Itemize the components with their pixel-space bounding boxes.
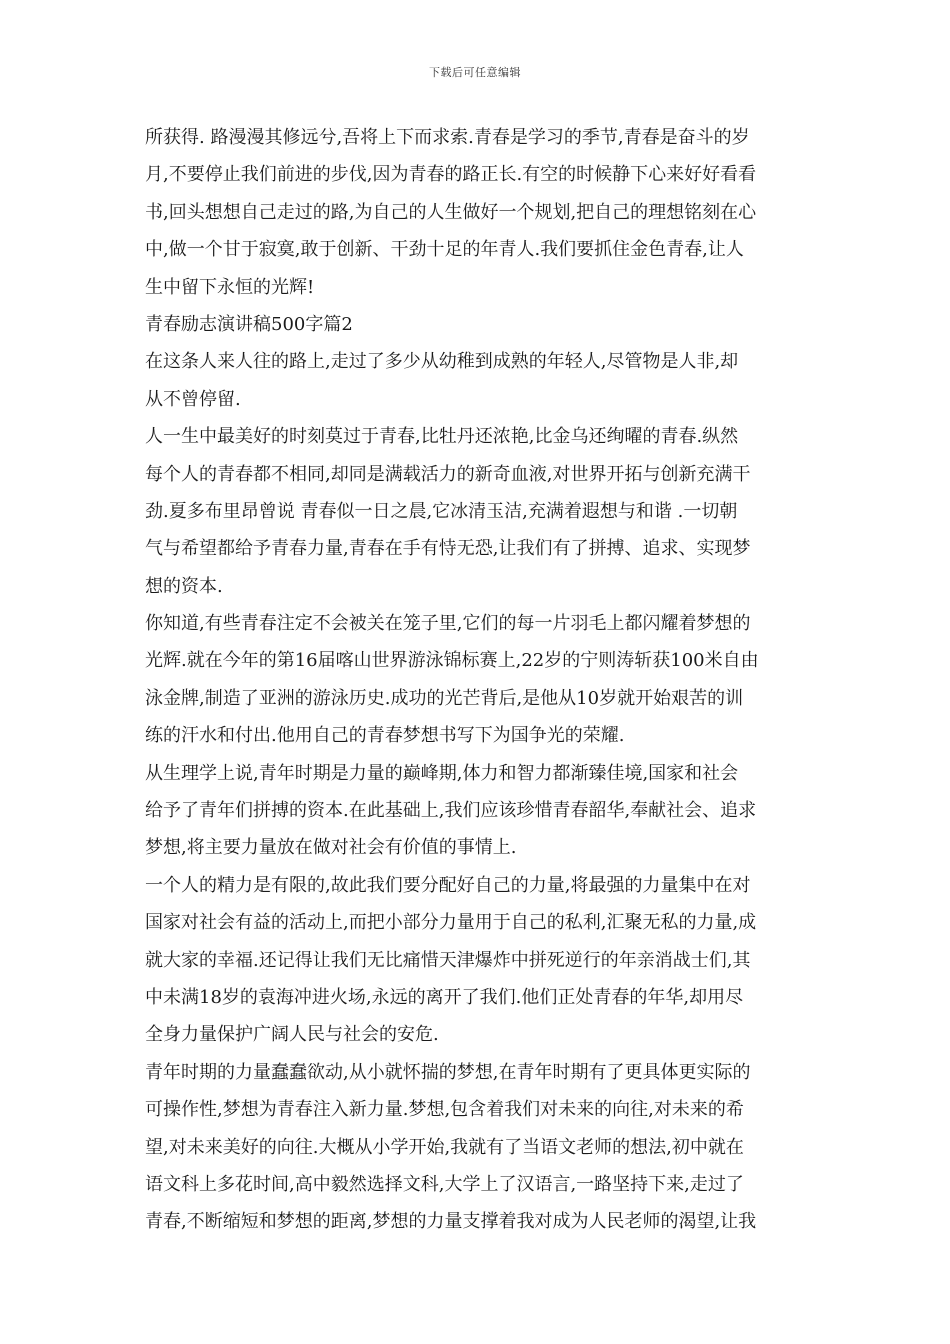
text-line: 所获得. 路漫漫其修远兮,吾将上下而求索.青春是学习的季节,青春是奋斗的岁: [145, 127, 750, 148]
text-line: 就大家的幸福.还记得让我们无比痛惜天津爆炸中拼死逆行的年亲消战士们,其: [145, 949, 751, 971]
text-line: 气与希望都给予青春力量,青春在手有恃无恐,让我们有了拼搏、追求、实现梦: [145, 538, 751, 560]
text-line: 可操作性,梦想为青春注入新力量.梦想,包含着我们对未来的向往,对未来的希: [145, 1099, 744, 1121]
text-line: 给予了青年们拼搏的资本.在此基础上,我们应该珍惜青春韶华,奉献社会、追求: [145, 800, 757, 822]
text-line: 梦想,将主要力量放在做对社会有价值的事情上.: [145, 837, 517, 859]
text-line: 青年时期的力量蠢蠢欲动,从小就怀揣的梦想,在青年时期有了更具体更实际的: [145, 1061, 751, 1083]
text-line: 人一生中最美好的时刻莫过于青春,比牡丹还浓艳,比金乌还绚曜的青春.纵然: [145, 426, 739, 448]
text-line: 泳金牌,制造了亚洲的游泳历史.成功的光芒背后,是他从10岁就开始艰苦的训: [145, 687, 744, 709]
document-body: [145, 119, 805, 1241]
text-line: 中,做一个甘于寂寞,敢于创新、干劲十足的年青人.我们要抓住金色青春,让人: [145, 239, 744, 261]
text-line: 月,不要停止我们前进的步伐,因为青春的路正长.有空的时候静下心来好好看看: [145, 164, 757, 186]
text-line: 青春励志演讲稿500字篇2: [145, 313, 353, 335]
text-line: 从不曾停留.: [145, 388, 241, 410]
text-line: 国家对社会有益的活动上,而把小部分力量用于自己的私利,汇聚无私的力量,成: [145, 912, 757, 934]
text-line: 劲.夏多布里昂曾说 青春似一日之晨,它冰清玉洁,充满着遐想与和谐 .一切朝: [145, 500, 738, 522]
text-line: 每个人的青春都不相同,却同是满载活力的新奇血液,对世界开拓与创新充满干: [145, 463, 751, 485]
page-header: 下载后可任意编辑: [429, 66, 521, 79]
text-line: 书,回头想想自己走过的路,为自己的人生做好一个规划,把自己的理想铭刻在心: [145, 201, 757, 223]
text-line: 想的资本.: [145, 575, 223, 597]
text-line: 青春,不断缩短和梦想的距离,梦想的力量支撑着我对成为人民老师的渴望,让我: [145, 1211, 757, 1233]
text-line: 中未满18岁的袁海冲进火场,永远的离开了我们.他们正处青春的年华,却用尽: [145, 986, 744, 1008]
text-line: 生中留下永恒的光辉!: [145, 276, 315, 298]
text-line: 望,对未来美好的向往.大概从小学开始,我就有了当语文老师的想法,初中就在: [145, 1136, 744, 1158]
text-line: 练的汗水和付出.他用自己的青春梦想书写下为国争光的荣耀.: [145, 725, 625, 747]
text-line: 全身力量保护广阔人民与社会的安危.: [145, 1024, 439, 1046]
text-line: 你知道,有些青春注定不会被关在笼子里,它们的每一片羽毛上都闪耀着梦想的: [145, 613, 751, 635]
text-line: 在这条人来人往的路上,走过了多少从幼稚到成熟的年轻人,尽管物是人非,却: [145, 351, 739, 373]
text-line: 一个人的精力是有限的,故此我们要分配好自己的力量,将最强的力量集中在对: [145, 874, 751, 896]
text-line: 语文科上多花时间,高中毅然选择文科,大学上了汉语言,一路坚持下来,走过了: [145, 1173, 744, 1195]
text-line: 光辉.就在今年的第16届喀山世界游泳锦标赛上,22岁的宁则涛斩获100米自由: [145, 650, 759, 672]
text-line: 从生理学上说,青年时期是力量的巅峰期,体力和智力都渐臻佳境,国家和社会: [145, 762, 739, 784]
